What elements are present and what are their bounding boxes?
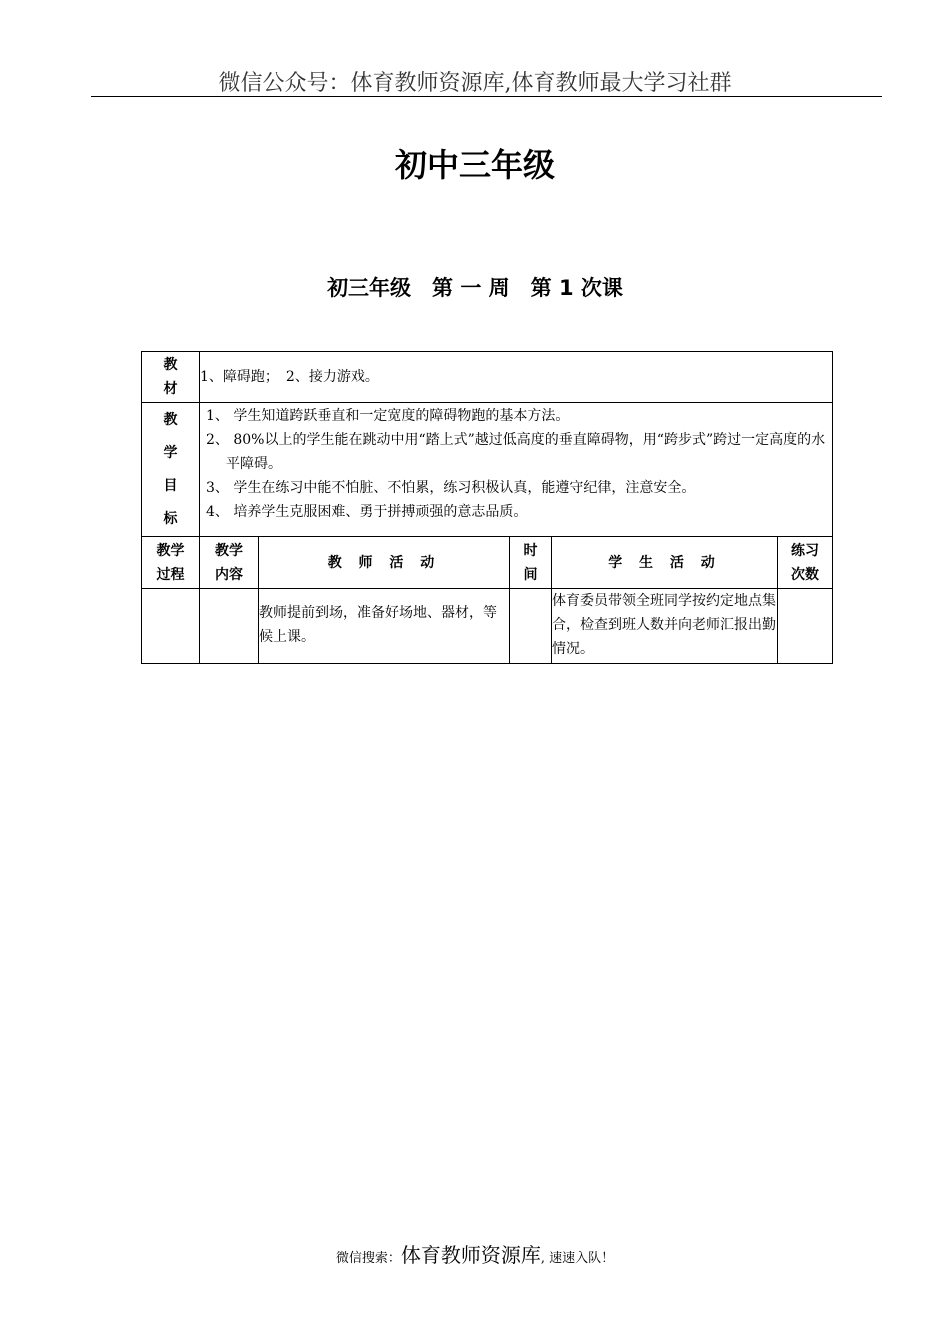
- header-student-activity: 学 生 活 动: [552, 537, 778, 589]
- table-row: [142, 589, 833, 664]
- lesson-title: 初三年级 第 一 周 第 1 次课: [327, 276, 623, 300]
- goal-item: 4、 培养学生克服困难、勇于拼搏顽强的意志品质。: [206, 504, 528, 520]
- footer-name: 体育教师资源库: [400, 1243, 541, 1267]
- materials-label: 教 材: [142, 352, 200, 403]
- row-content: [200, 589, 259, 664]
- goal-item: 1、 学生知道跨跃垂直和一定宽度的障碍物跑的基本方法。: [206, 408, 570, 424]
- goal-item: 3、 学生在练习中能不怕脏、不怕累，练习积极认真，能遵守纪律，注意安全。: [206, 480, 696, 496]
- header-divider: [91, 96, 882, 97]
- goals-label: 教 学 目 标: [142, 403, 200, 537]
- row-practice-count: [778, 589, 833, 664]
- lesson-plan-table: [141, 351, 833, 664]
- page-footer: [0, 1239, 950, 1268]
- row-process: [142, 589, 200, 664]
- row-student-activity: 体育委员带领全班同学按约定地点集合，检查到班人数并向老师汇报出勤情况。: [552, 589, 778, 664]
- header-time: 时 间: [510, 537, 552, 589]
- materials-value: 1、障碍跑； 2、接力游戏。: [200, 352, 833, 403]
- goals-list: [200, 403, 833, 537]
- goals-row: [142, 403, 833, 537]
- column-header-row: [142, 537, 833, 589]
- footer-suffix: , 速速入队！: [540, 1251, 615, 1266]
- header-teacher-activity: 教 师 活 动: [259, 537, 510, 589]
- goal-item: 2、 80%以上的学生能在跳动中用“踏上式”越过低高度的垂直障碍物，用“跨步式”跨过一定高度的水平障碍。: [206, 432, 826, 472]
- page-header: 微信公众号：体育教师资源库,体育教师最大学习社群: [218, 71, 732, 96]
- materials-row: [142, 352, 833, 403]
- header-content: 教学 内容: [200, 537, 259, 589]
- row-teacher-activity: 教师提前到场，准备好场地、器材，等候上课。: [259, 589, 510, 664]
- grade-title: 初中三年级: [394, 146, 555, 184]
- footer-prefix: 微信搜索：: [335, 1251, 401, 1266]
- header-practice-count: 练习 次数: [778, 537, 833, 589]
- row-time: [510, 589, 552, 664]
- header-process: 教学 过程: [142, 537, 200, 589]
